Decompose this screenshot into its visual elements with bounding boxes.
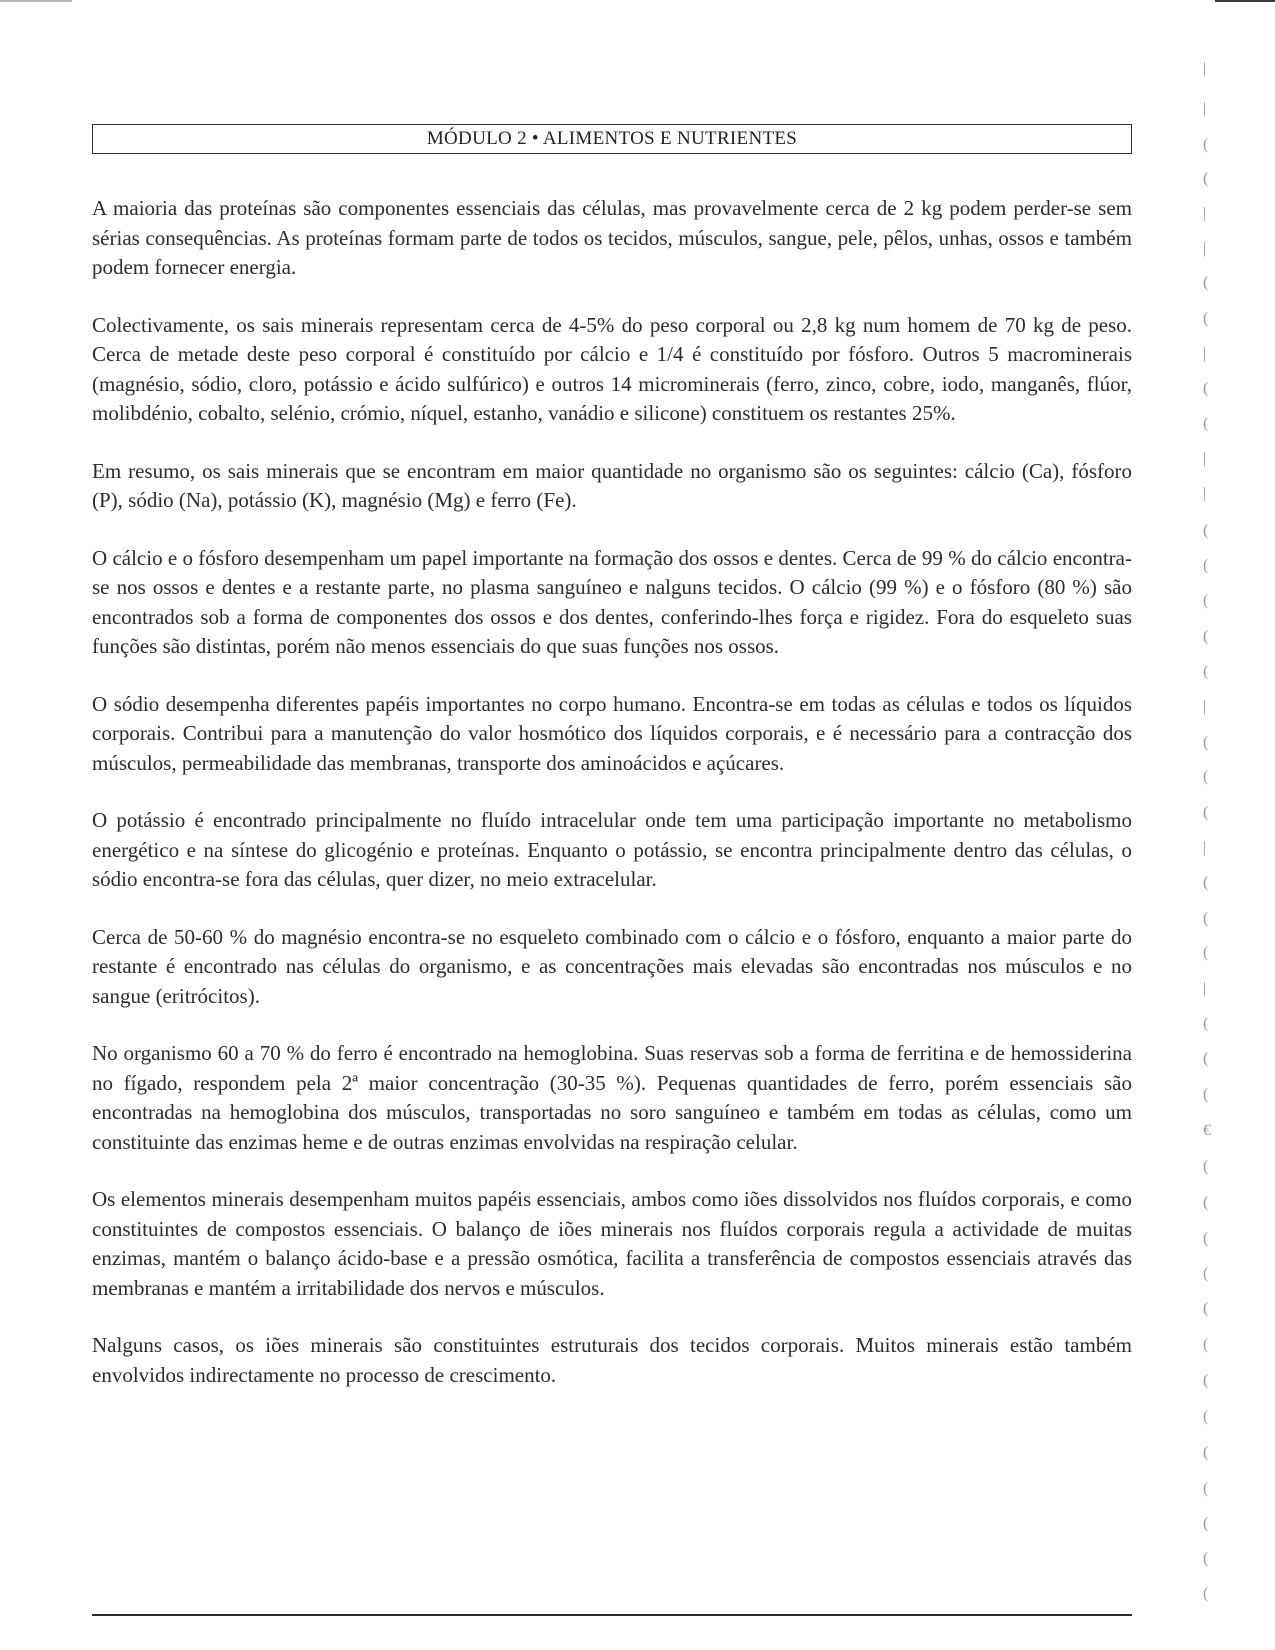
paragraph-magnesium: Cerca de 50-60 % do magnésio encontra-se no esqueleto combinado com o cálcio e o fósforo, enquanto a maior parte do restante é encontrado nas células do organismo, e as concentrações mais elevadas são encontradas nos músculos e no sangue (eritrócitos). xyxy=(92,924,1132,1008)
paragraph-minerals-overview: Colectivamente, os sais minerais representam cerca de 4-5% do peso corporal ou 2,8 kg num homem de 70 kg de peso. Cerca de metade deste peso corporal é constituído por cálcio e 1/4 é constituído por fósforo. Outros 5 macrominerais (magnésio, sódio, cloro, potássio e ácido sulfúrico) e outros 14 microminerais (ferro, zinco, cobre, iodo, manganês, flúor, molibdénio, cobalto, selénio, crómio, níquel, estanho, vanádio e silicone) constituem os restantes 25%. xyxy=(92,312,1132,425)
module-header-title: MÓDULO 2 • ALIMENTOS E NUTRIENTES xyxy=(426,128,798,149)
paragraph-potassium: O potássio é encontrado principalmente no fluído intracelular onde tem uma participação importante no metabolismo energético e na síntese do glicogénio e proteínas. Enquanto o potássio, se encontra principalmente dentro das células, o sódio encontra-se fora das células, quer dizer, no meio extracelular. xyxy=(92,808,1132,891)
paragraph-proteins: A maioria das proteínas são componentes essenciais das células, mas provavelmente cerca de 2 kg podem perder-se sem sérias consequências. As proteínas formam parte de todos os tecidos, músculos, sangue, pele, pêlos, unhas, ossos e também podem fornecer energia. xyxy=(92,196,1132,279)
paragraph-calcium-phosphorus: O cálcio e o fósforo desempenham um papel importante na formação dos ossos e dentes. Cerca de 99 % do cálcio encontra-se nos ossos e dentes e a restante parte, no plasma sanguíneo e nalguns tecidos. O cálcio (99 %) e o fósforo (80 %) são encontrados sob a forma de componentes dos ossos e dos dentes, conferindo-lhes força e rigidez. Fora do esqueleto suas funções são distintas, porém não menos essenciais do que suas funções nos ossos. xyxy=(92,545,1132,658)
paragraph-sodium: O sódio desempenha diferentes papéis importantes no corpo humano. Encontra-se em todas as células e todos os líquidos corporais. Contribui para a manutenção do valor hosmótico dos líquidos corporais, e é necessário para a contracção dos músculos, permeabilidade das membranas, transporte dos aminoácidos e açúcares. xyxy=(92,691,1132,775)
scan-edge-mark-left xyxy=(0,0,72,2)
paragraph-minerals-summary: Em resumo, os sais minerais que se encontram em maior quantidade no organismo são os seguintes: cálcio (Ca), fósforo (P), sódio (Na), potássio (K), magnésio (Mg) e ferro (Fe). xyxy=(92,458,1132,512)
scan-edge-mark-right xyxy=(1215,0,1275,2)
footer-rule xyxy=(92,1614,1132,1616)
document-body xyxy=(92,194,1132,1418)
binding-hole-marks: | | ( ( | | ( ( | ( ( | | ( ( ( ( ( | ( ( ( | ( ( ( | ( ( ( € ( ( ( ( ( ( ( ( ( ( ( ( ( xyxy=(1203,60,1211,1602)
paragraph-mineral-roles: Os elementos minerais desempenham muitos papéis essenciais, ambos como iões dissolvidos nos fluídos corporais, e como constituintes de compostos essenciais. O balanço de iões minerais nos fluídos corporais regula a actividade de muitas enzimas, mantém o balanço ácido-base e a pressão osmótica, facilita a transferência de compostos essenciais através das membranas e mantém a irritabilidade dos nervos e músculos. xyxy=(92,1187,1132,1300)
module-header-box xyxy=(92,124,1132,154)
paragraph-iron: No organismo 60 a 70 % do ferro é encontrado na hemoglobina. Suas reservas sob a forma de ferritina e de hemossiderina no fígado, respondem pela 2ª maior concentração (30-35 %). Pequenas quantidades de ferro, porém essenciais são encontradas na hemoglobina dos músculos, transportadas no soro sanguíneo e também em todas as células, como um constituinte das enzimas heme e de outras enzimas envolvidas na respiração celular. xyxy=(92,1041,1132,1154)
paragraph-structural-minerals: Nalguns casos, os iões minerais são constituintes estruturais dos tecidos corporais. Muitos minerais estão também envolvidos indirectamente no processo de crescimento. xyxy=(92,1333,1132,1387)
